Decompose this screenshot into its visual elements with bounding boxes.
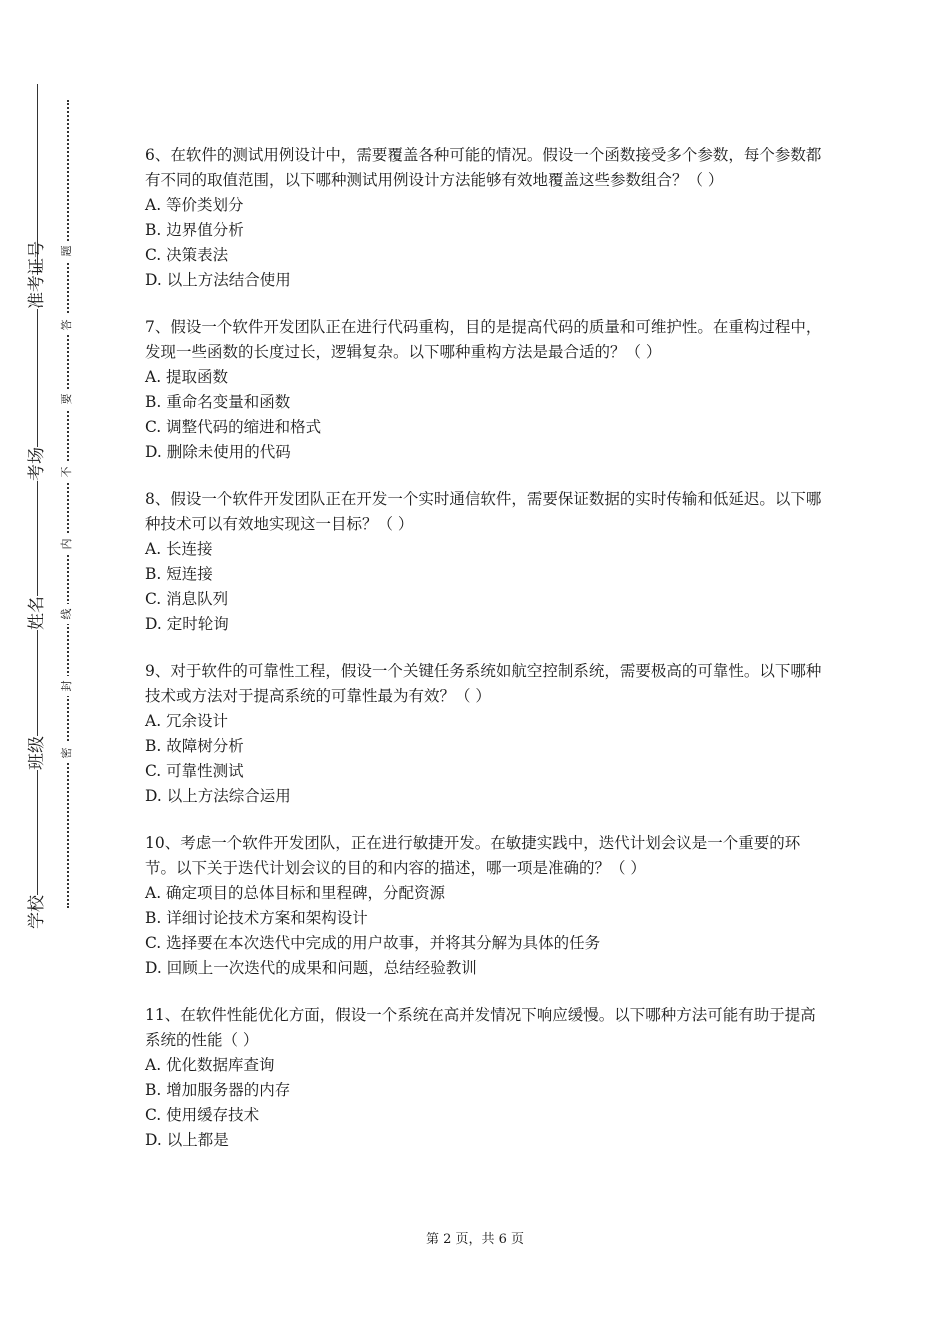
question-stem: 7、假设一个软件开发团队正在进行代码重构，目的是提高代码的质量和可维护性。在重构过程中，发现一些函数的长度过长，逻辑复杂。以下哪种重构方法是最合适的？（ ） bbox=[145, 318, 822, 361]
question-stem: 10、考虑一个软件开发团队，正在进行敏捷开发。在敏捷实践中，迭代计划会议是一个重要的环节。以下关于迭代计划会议的目的和内容的描述，哪一项是准确的？（ ） bbox=[145, 834, 801, 877]
page-number: 第 2 页，共 6 页 bbox=[425, 1232, 525, 1247]
option-c: C. 决策表法 bbox=[145, 246, 229, 264]
option-c: C. 选择要在本次迭代中完成的用户故事，并将其分解为具体的任务 bbox=[145, 934, 601, 952]
seal-char: 答 bbox=[57, 315, 77, 335]
question-list bbox=[145, 143, 825, 1175]
question-9 bbox=[145, 659, 825, 809]
option-a: A. 冗余设计 bbox=[145, 712, 229, 730]
option-b: B. 详细讨论技术方案和架构设计 bbox=[145, 909, 368, 927]
field-label-exam-number: 准考证号 bbox=[20, 275, 54, 309]
option-a: A. 优化数据库查询 bbox=[145, 1056, 275, 1074]
option-b: B. 边界值分析 bbox=[145, 221, 244, 239]
option-a: A. 提取函数 bbox=[145, 368, 229, 386]
option-d: D. 回顾上一次迭代的成果和问题，总结经验教训 bbox=[145, 959, 477, 977]
question-8 bbox=[145, 487, 825, 637]
seal-char: 封 bbox=[57, 676, 77, 696]
field-label-exam-room: 考场 bbox=[20, 447, 54, 481]
question-6 bbox=[145, 143, 825, 293]
seal-char: 题 bbox=[57, 241, 77, 261]
option-b: B. 短连接 bbox=[145, 565, 213, 583]
option-d: D. 删除未使用的代码 bbox=[145, 443, 291, 461]
option-d: D. 以上方法综合运用 bbox=[145, 787, 291, 805]
option-c: C. 使用缓存技术 bbox=[145, 1106, 260, 1124]
option-c: C. 调整代码的缩进和格式 bbox=[145, 418, 322, 436]
seal-char: 线 bbox=[57, 604, 77, 624]
seal-dotted-line bbox=[67, 100, 69, 908]
binding-solid-line bbox=[37, 84, 38, 910]
option-b: B. 故障树分析 bbox=[145, 737, 244, 755]
question-10 bbox=[145, 831, 825, 981]
question-stem: 8、假设一个软件开发团队正在开发一个实时通信软件，需要保证数据的实时传输和低延迟。以下哪种技术可以有效地实现这一目标？（ ） bbox=[145, 490, 822, 533]
question-7 bbox=[145, 315, 825, 465]
seal-char: 内 bbox=[57, 534, 77, 554]
field-label-name: 姓名 bbox=[20, 596, 54, 630]
option-b: B. 重命名变量和函数 bbox=[145, 393, 291, 411]
seal-char: 不 bbox=[57, 462, 77, 482]
seal-char: 密 bbox=[57, 743, 77, 763]
question-stem: 11、在软件性能优化方面，假设一个系统在高并发情况下响应缓慢。以下哪种方法可能有助于提高系统的性能（ ） bbox=[145, 1006, 816, 1049]
option-a: A. 确定项目的总体目标和里程碑，分配资源 bbox=[145, 884, 446, 902]
option-b: B. 增加服务器的内存 bbox=[145, 1081, 291, 1099]
option-d: D. 以上方法结合使用 bbox=[145, 271, 291, 289]
option-d: D. 以上都是 bbox=[145, 1131, 229, 1149]
option-a: A. 长连接 bbox=[145, 540, 213, 558]
question-stem: 9、对于软件的可靠性工程，假设一个关键任务系统如航空控制系统，需要极高的可靠性。以下哪种技术或方法对于提高系统的可靠性最为有效？（ ） bbox=[145, 662, 822, 705]
field-label-school: 学校 bbox=[20, 895, 54, 929]
question-stem: 6、在软件的测试用例设计中，需要覆盖各种可能的情况。假设一个函数接受多个参数，每个参数都有不同的取值范围，以下哪种测试用例设计方法能够有效地覆盖这些参数组合？（ ） bbox=[145, 146, 822, 189]
field-label-class: 班级 bbox=[20, 736, 54, 770]
option-d: D. 定时轮询 bbox=[145, 615, 229, 633]
option-c: C. 消息队列 bbox=[145, 590, 229, 608]
option-c: C. 可靠性测试 bbox=[145, 762, 244, 780]
seal-char: 要 bbox=[57, 389, 77, 409]
question-11 bbox=[145, 1003, 825, 1153]
option-a: A. 等价类划分 bbox=[145, 196, 244, 214]
